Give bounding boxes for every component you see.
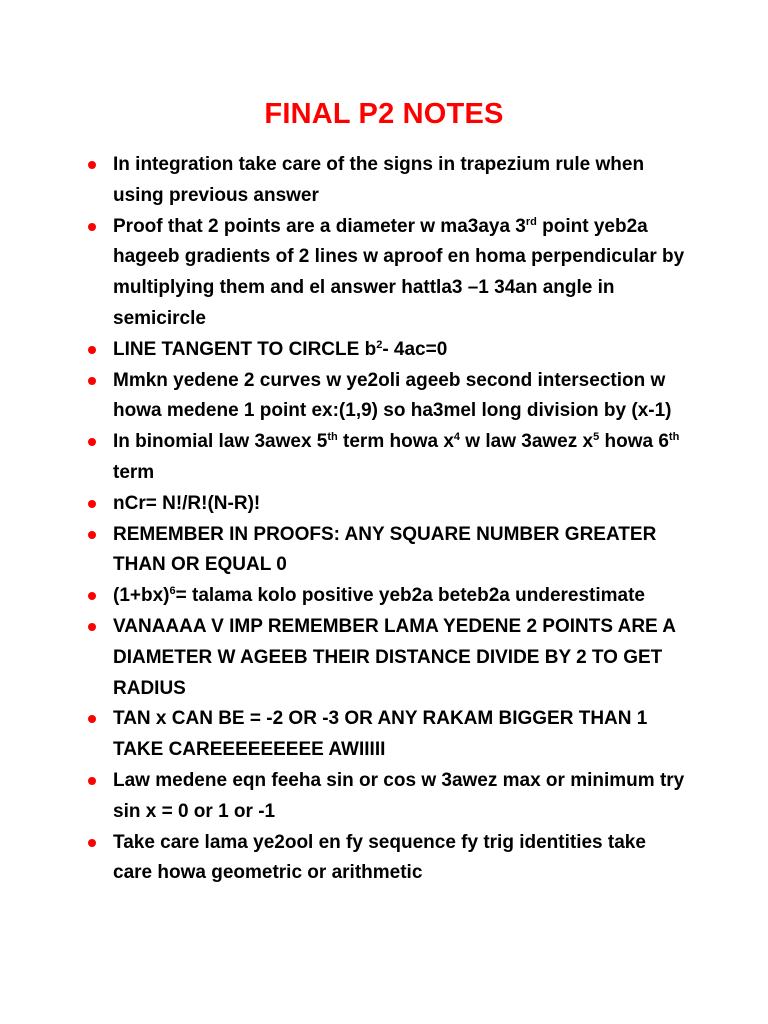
superscript: rd [525, 215, 537, 228]
list-item [88, 335, 688, 366]
note-text: nCr= N!/R!(N-R)! [113, 492, 261, 514]
bullet-dot-icon [88, 161, 96, 169]
note-text: Take care lama ye2ool en fy sequence fy trig identities take care howa geometric or arithmetic [113, 831, 646, 884]
list-item [88, 489, 688, 520]
superscript: th [668, 431, 680, 444]
superscript: 6 [169, 585, 176, 598]
bullet-dot-icon [88, 500, 96, 508]
bullet-dot-icon [88, 777, 96, 785]
note-text-part: howa 6 [599, 431, 669, 453]
list-item [88, 828, 688, 890]
superscript: th [327, 431, 338, 444]
bullet-dot-icon [88, 377, 96, 385]
bullet-dot-icon [88, 531, 96, 539]
bullet-dot-icon [88, 839, 96, 847]
superscript: 5 [593, 431, 600, 444]
note-text-part: Proof that 2 points are a diameter w ma3aya 3 [113, 215, 526, 237]
superscript: 4 [453, 431, 461, 444]
note-text-part: = talama kolo positive yeb2a beteb2a underestimate [175, 585, 646, 607]
note-text: Mmkn yedene 2 curves w ye2oli ageeb second intersection w howa medene 1 point ex:(1,9) so ha3mel long division by (x-1) [113, 369, 672, 422]
list-item [88, 612, 688, 704]
bullet-dot-icon [88, 346, 96, 354]
note-text: VANAAAA V IMP REMEMBER LAMA YEDENE 2 POINTS ARE A DIAMETER W AGEEB THEIR DISTANCE DIVIDE BY 2 TO GET RADIUS [113, 615, 676, 699]
page-title: FINAL P2 NOTES [264, 98, 504, 130]
note-text: In integration take care of the signs in trapezium rule when using previous answer [113, 154, 645, 206]
note-text: TAN x CAN BE = -2 OR -3 OR ANY RAKAM BIGGER THAN 1 TAKE CAREEEEEEEEE AWIIIII [113, 708, 648, 761]
bullet-dot-icon [88, 438, 96, 446]
bullet-dot-icon [88, 223, 96, 231]
note-text-part: LINE TANGENT TO CIRCLE b [113, 338, 377, 360]
notes-list [88, 150, 688, 889]
note-text-part: w law 3awez x [460, 431, 594, 453]
note-text-part: term [113, 461, 155, 483]
list-item [88, 150, 688, 212]
bullet-dot-icon [88, 592, 96, 600]
note-text: Law medene eqn feeha sin or cos w 3awez max or minimum try sin x = 0 or 1 or -1 [113, 769, 685, 822]
bullet-dot-icon [88, 623, 96, 631]
note-text-part: (1+bx) [113, 585, 170, 607]
list-item [88, 520, 688, 582]
list-item [88, 766, 688, 828]
note-text-part: - 4ac=0 [382, 338, 448, 360]
note-text-part: term howa x [337, 431, 454, 453]
list-item [88, 427, 688, 489]
list-item [88, 704, 688, 766]
superscript: 2 [376, 338, 383, 351]
list-item [88, 212, 688, 335]
bullet-dot-icon [88, 715, 96, 723]
list-item [88, 366, 688, 428]
note-text: REMEMBER IN PROOFS: ANY SQUARE NUMBER GREATER THAN OR EQUAL 0 [113, 523, 657, 576]
note-text-part: point yeb2a hageeb gradients of 2 lines w aproof en homa perpendicular by multiplying them and el answer hattla3 –1 34an angle in semicircle [113, 215, 685, 329]
note-text-part: In binomial law 3awex 5 [113, 431, 328, 453]
list-item [88, 581, 688, 612]
